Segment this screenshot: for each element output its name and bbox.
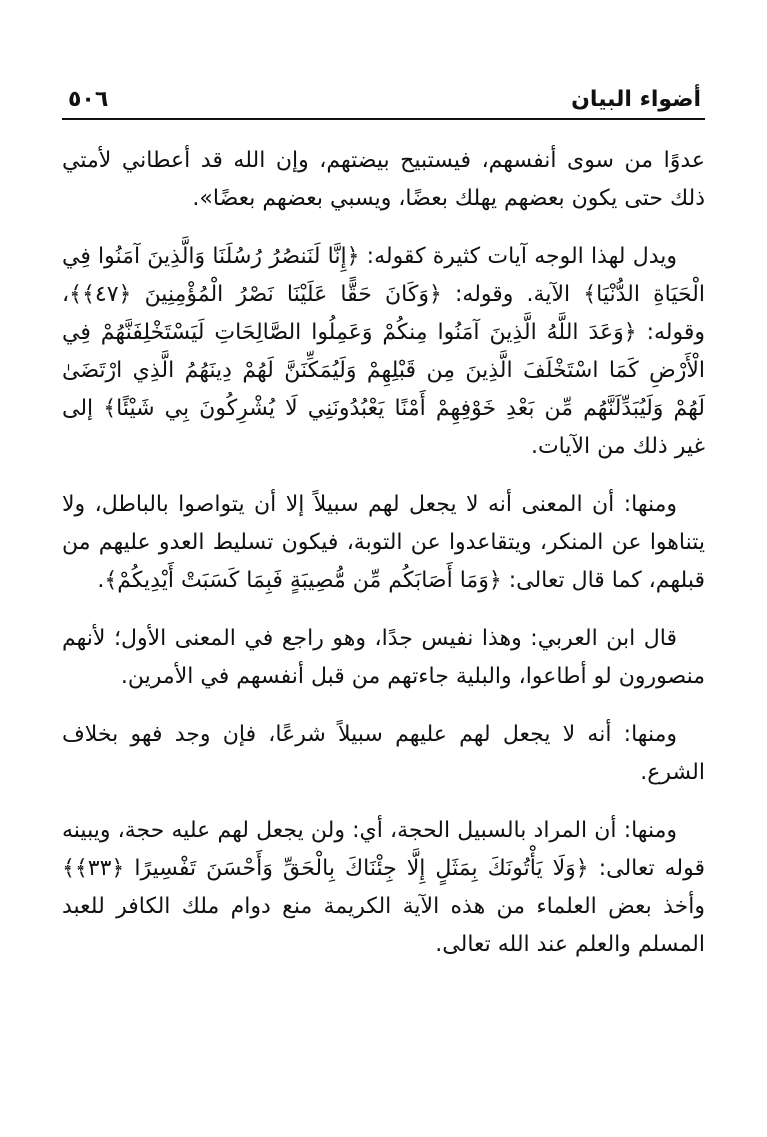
page-number: ٥٠٦ <box>68 87 109 112</box>
paragraph-4: قال ابن العربي: وهذا نفيس جدًا، وهو راجع في المعنى الأول؛ لأنهم منصورون لو أطاعوا، والبلية جاءتهم من قبل أنفسهم في الأمرين. <box>62 626 705 689</box>
paragraph-6: ومنها: أن المراد بالسبيل الحجة، أي: ولن يجعل لهم عليه حجة، ويبينه قوله تعالى: ﴿وَلَا يَأْتُونَكَ بِمَثَلٍ إِلَّا جِئْنَاكَ بِالْحَقِّ وَأَحْسَنَ تَفْسِيرًا ﴿٣٣﴾﴾ وأخذ بعض العلماء من هذه الآية الكريمة منع دوام ملك الكافر للعبد المسلم والعلم عند الله تعالى. <box>62 818 705 957</box>
book-title: أضواء البيان <box>571 87 701 112</box>
paragraph-5: ومنها: أنه لا يجعل لهم عليهم سبيلاً شرعًا، فإن وجد فهو بخلاف الشرع. <box>62 722 705 785</box>
paragraph-2: ويدل لهذا الوجه آيات كثيرة كقوله: ﴿إِنَّا لَنَنصُرُ رُسُلَنَا وَالَّذِينَ آمَنُوا فِي الْحَيَاةِ الدُّنْيَا﴾ الآية. وقوله: ﴿وَكَانَ حَقًّا عَلَيْنَا نَصْرُ الْمُؤْمِنِينَ ﴿٤٧﴾﴾، وقوله: ﴿وَعَدَ اللَّهُ الَّذِينَ آمَنُوا مِنكُمْ وَعَمِلُوا الصَّالِحَاتِ لَيَسْتَخْلِفَنَّهُمْ فِي الْأَرْضِ كَمَا اسْتَخْلَفَ الَّذِينَ مِن قَبْلِهِمْ وَلَيُمَكِّنَنَّ لَهُمْ دِينَهُمُ الَّذِي ارْتَضَىٰ لَهُمْ وَلَيُبَدِّلَنَّهُم مِّن بَعْدِ خَوْفِهِمْ أَمْنًا يَعْبُدُونَنِي لَا يُشْرِكُونَ بِي شَيْئًا﴾ إلى غير ذلك من الآيات. <box>62 244 705 459</box>
paragraph-3: ومنها: أن المعنى أنه لا يجعل لهم سبيلاً إلا أن يتواصوا بالباطل، ولا يتناهوا عن المنكر، ويتقاعدوا عن التوبة، فيكون تسليط العدو عليهم من قبلهم، كما قال تعالى: ﴿وَمَا أَصَابَكُم مِّن مُّصِيبَةٍ فَبِمَا كَسَبَتْ أَيْدِيكُمْ﴾. <box>62 492 705 593</box>
page-body <box>62 142 705 964</box>
page-header <box>62 78 705 120</box>
paragraph-1: عدوًا من سوى أنفسهم، فيستبيح بيضتهم، وإن الله قد أعطاني لأمتي ذلك حتى يكون بعضهم يهلك بعضًا، ويسبي بعضهم بعضًا». <box>62 148 705 211</box>
